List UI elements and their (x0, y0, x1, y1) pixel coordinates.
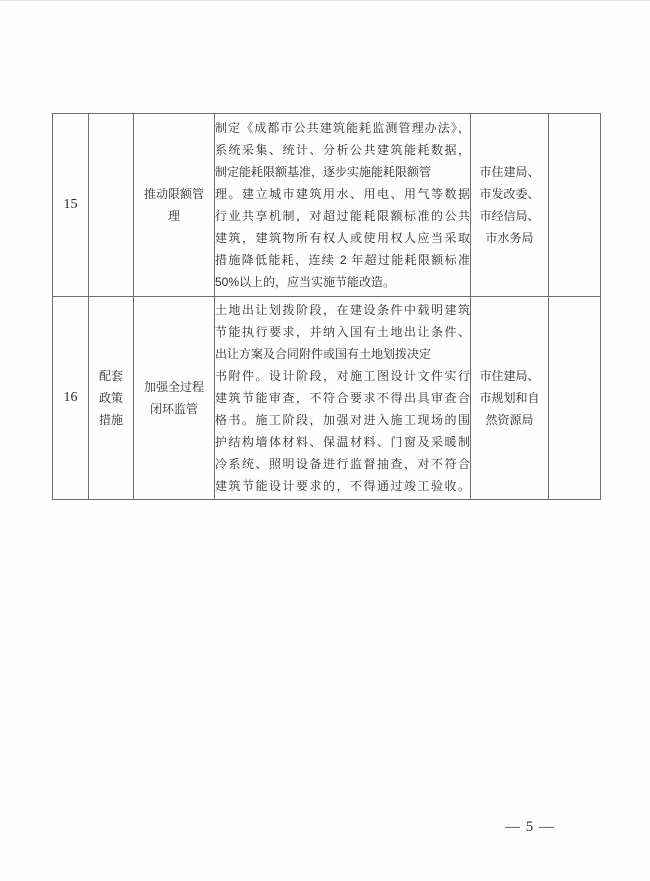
scan-edge (0, 0, 650, 1)
spare-cell (549, 297, 601, 500)
table-row-15 (53, 114, 601, 297)
responsible-departments-cell: 市住建局、 市发改委、 市经信局、 市水务局 (471, 114, 549, 297)
table-row-16 (53, 297, 601, 500)
measure-content-cell: 土地出让划拨阶段，在建设条件中载明建筑 节能执行要求，并纳入国有土地出让条件、 出让方案及合同附件或国有土地划拨决定 书附件。设计阶段，对施工图设计文件实行 建筑节能审查，不符合要求不得出具审查合 格书。施工阶段，加强对进入施工现场的围 护结构墙体材料、保温材料、门窗及采暖制 冷系统、照明设备进行监督抽查，对不符合 建筑节能设计要求的，不得通过竣工验收。 (215, 297, 471, 500)
policy-measures-table (52, 113, 601, 500)
row-number-cell: 16 (53, 297, 89, 500)
category-cell: 配套 政策 措施 (89, 297, 134, 500)
responsible-departments-cell: 市住建局、 市规划和自 然资源局 (471, 297, 549, 500)
measure-name-cell: 推动限额管 理 (134, 114, 215, 297)
measure-content-cell: 制定《成都市公共建筑能耗监测管理办法》， 系统采集、统计、分析公共建筑能耗数据， 制定能耗限额基准，逐步实施能耗限额管 理。建立城市建筑用水、用电、用气等数据 行业共享机制，对超过能耗限额标准的公共 建筑，建筑物所有权人或使用权人应当采取 措施降低能耗，连续 2 年超过能耗限额标准 50%以上的，应当实施节能改造。 (215, 114, 471, 297)
row-number-cell: 15 (53, 114, 89, 297)
category-cell (89, 114, 134, 297)
spare-cell (549, 114, 601, 297)
page-number: — 5 — (505, 819, 555, 835)
measure-name-cell: 加强全过程 闭环监管 (134, 297, 215, 500)
